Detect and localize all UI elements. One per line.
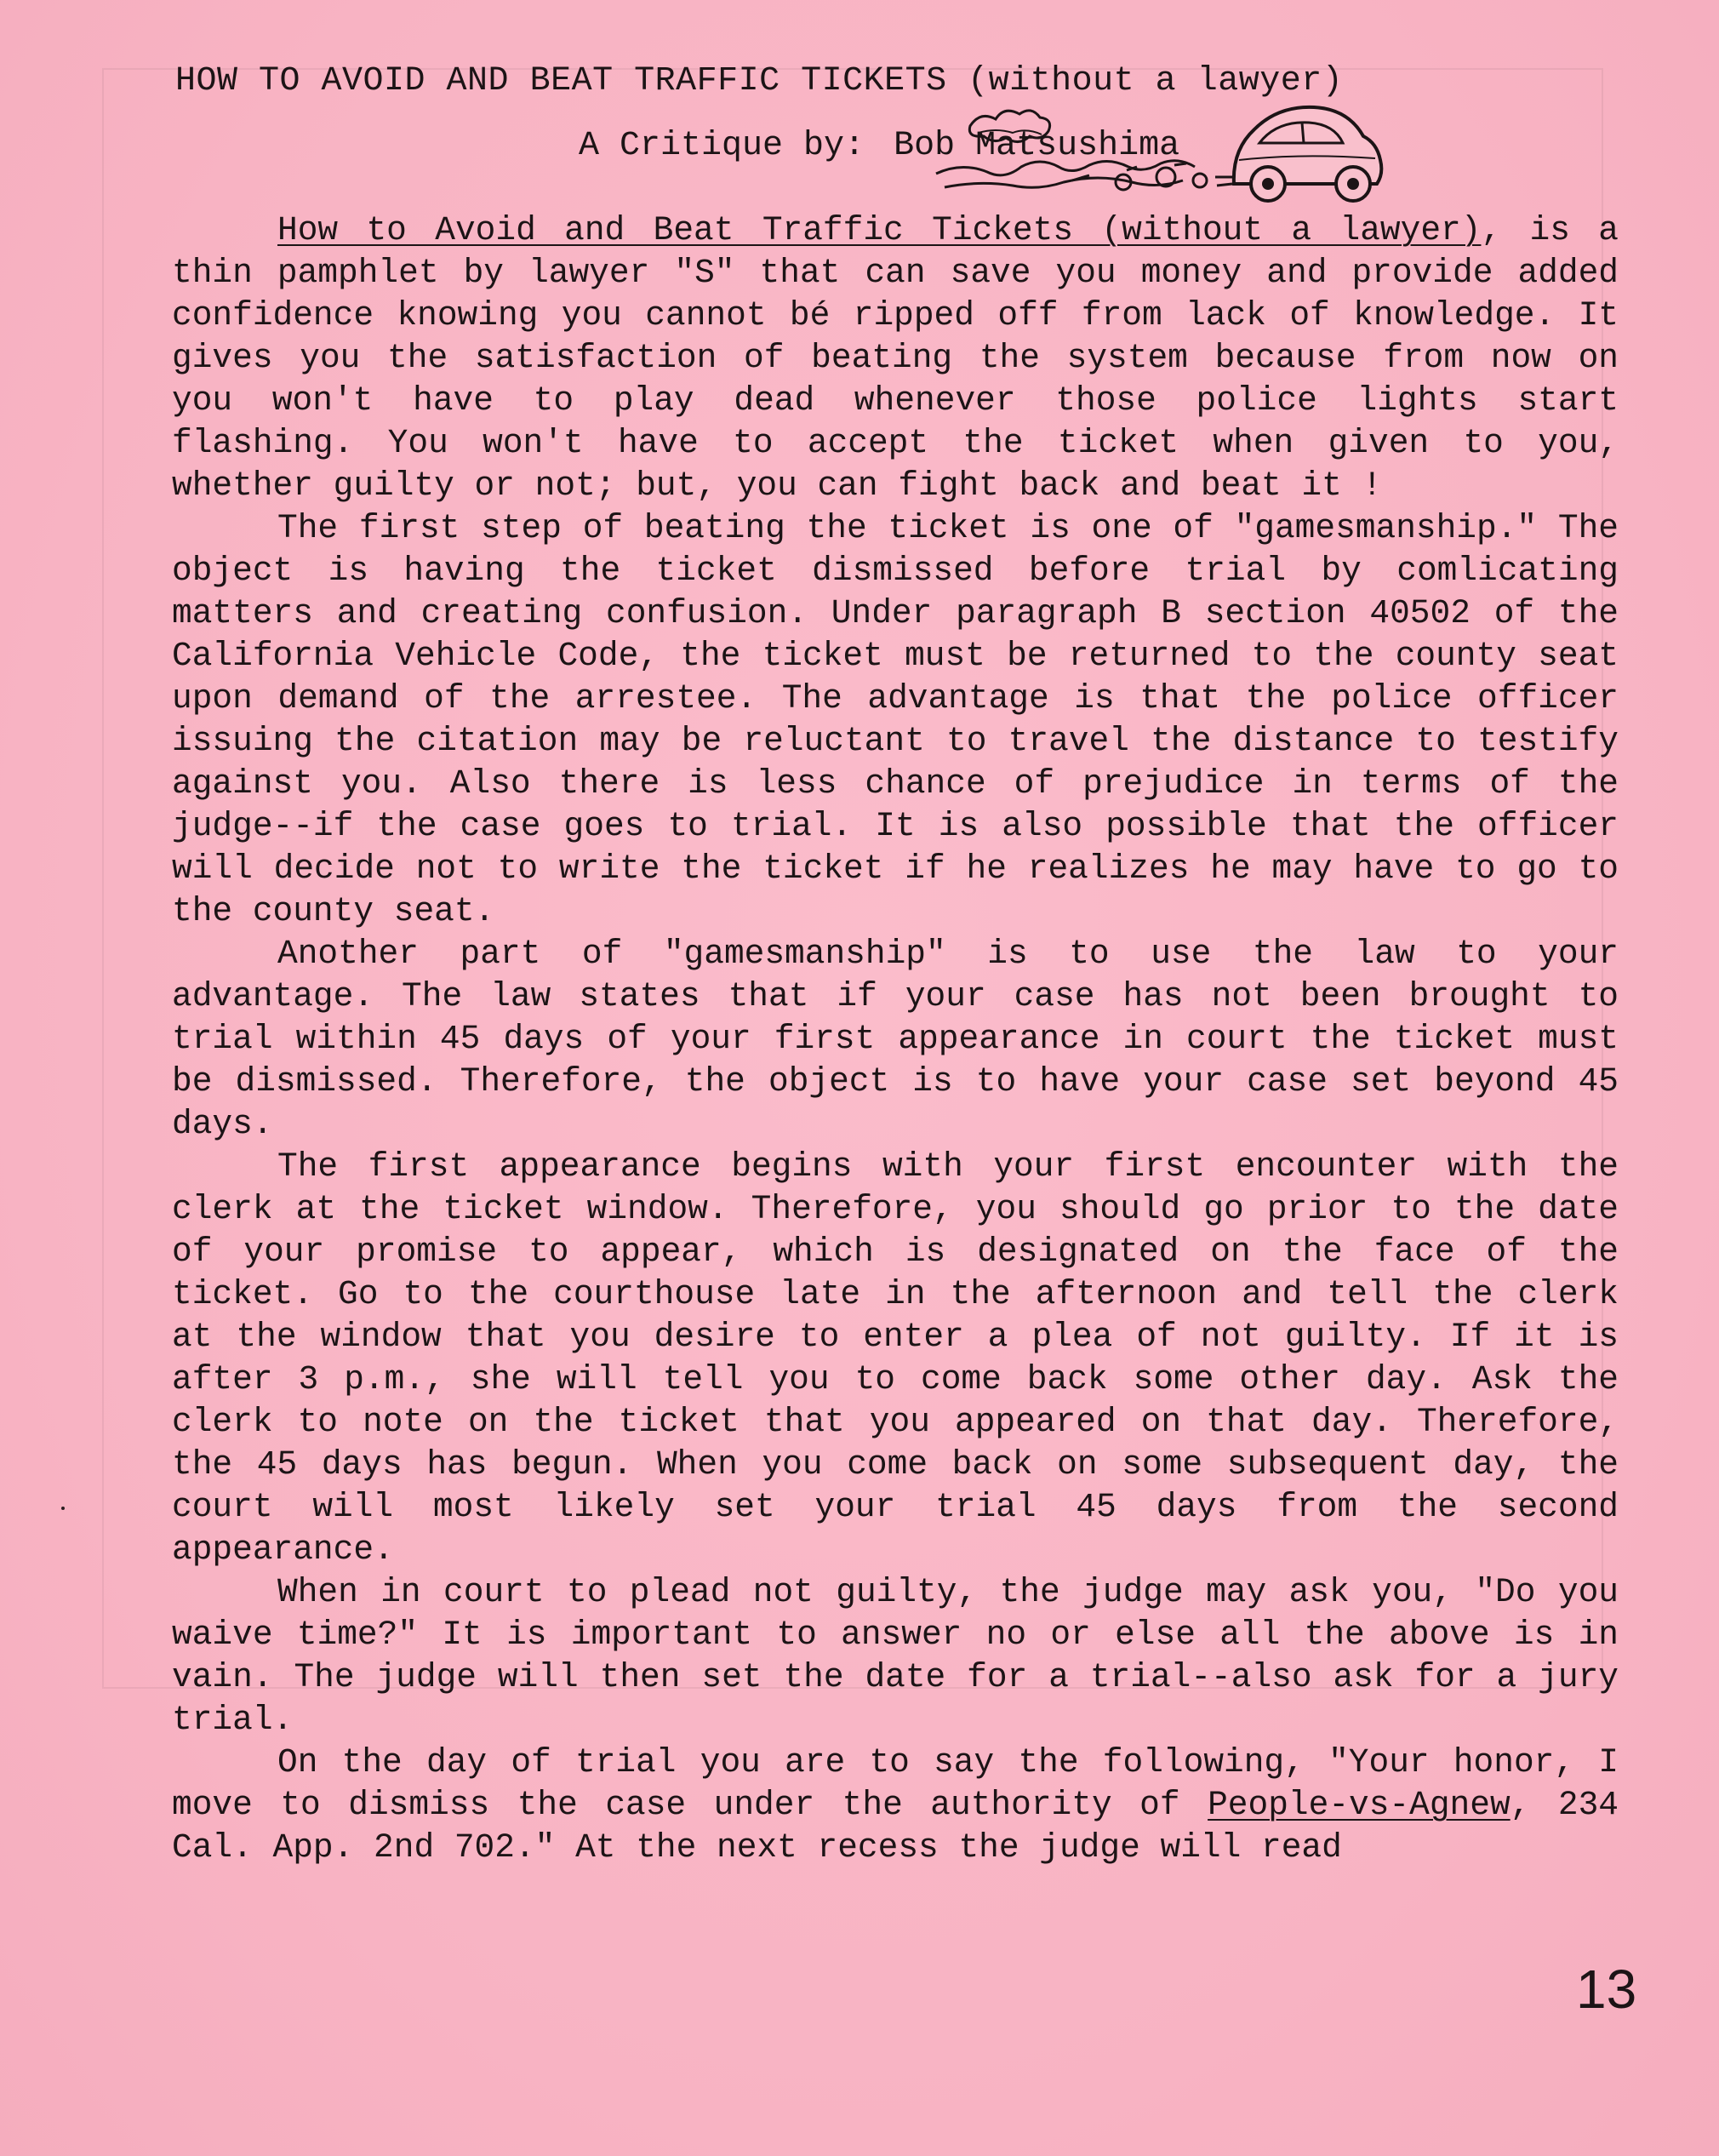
- paragraph-6-end: , 234 Cal. App. 2nd 702." At the next recess the judge will read: [172, 1786, 1619, 1867]
- article-body: [172, 209, 1619, 1869]
- byline-prefix: A Critique by:: [579, 127, 865, 165]
- paragraph-2: The first step of beating the ticket is one of "gamesmanship." The object is having the ticket dismissed before trial by comlicating matters and creating confusion. Under paragraph B section 40502 of the California Vehicle Code, the ticket must be returned to the county seat upon demand of the arrestee. The advantage is that the police officer issuing the citation may be reluctant to travel the distance to testify against you. Also there is less chance of prejudice in terms of the judge--if the case goes to trial. It is also possible that the officer will decide not to write the ticket if he realizes he may have to go to the county seat.: [172, 509, 1619, 930]
- paragraph-6: [172, 1741, 1619, 1869]
- paragraph-3: Another part of "gamesmanship" is to use the law to your advantage. The law states that if your case has not been brought to trial within 45 days of your first appearance in court the ticket must be dismissed. Therefore, the object is to have your case set beyond 45 days.: [172, 935, 1619, 1143]
- paragraph-1: [172, 209, 1619, 507]
- paragraph-4: The first appearance begins with your first encounter with the clerk at the ticket window. Therefore, you should go prior to the date of your promise to appear, which is designated on the face of the ticket. Go to the courthouse late in the afternoon and tell the clerk at the window that you desire to enter a plea of not guilty. If it is after 3 p.m., she will tell you to come back some other day. Ask the clerk to note on the ticket that you appeared on that day. Therefore, the 45 days has begun. When you come back on some subsequent day, the court will most likely set your trial 45 days from the second appearance.: [172, 1147, 1619, 1569]
- case-citation: People-vs-Agnew: [1208, 1786, 1511, 1824]
- paragraph-5: When in court to plead not guilty, the judge may ask you, "Do you waive time?" It is important to answer no or else all the above is in vain. The judge will then set the date for a trial--also ask for a jury trial.: [172, 1573, 1619, 1739]
- paragraph-1-text: , is a thin pamphlet by lawyer "S" that can save you money and provide added confidence knowing you cannot bé ripped off from lack of knowledge. It gives you the satisfaction of beating the system because from now on you won't have to play dead whenever those police lights start flashing. You won't have to accept the ticket when given to you, whether guilty or not; but, you can fight back and beat it !: [172, 211, 1619, 505]
- ink-speck: [61, 1507, 65, 1510]
- page-number: 13: [1576, 1959, 1637, 2020]
- car-drawing-icon: [919, 92, 1396, 203]
- author-name: Bob Matsushima: [894, 127, 1180, 165]
- pamphlet-title: How to Avoid and Beat Traffic Tickets (without a lawyer): [277, 211, 1482, 249]
- paragraph-6-start: On the day of trial you are to say the following, "Your honor, I move to dismiss the case under the authority of: [172, 1743, 1619, 1824]
- article-title: HOW TO AVOID AND BEAT TRAFFIC TICKETS (without a lawyer): [175, 62, 1344, 100]
